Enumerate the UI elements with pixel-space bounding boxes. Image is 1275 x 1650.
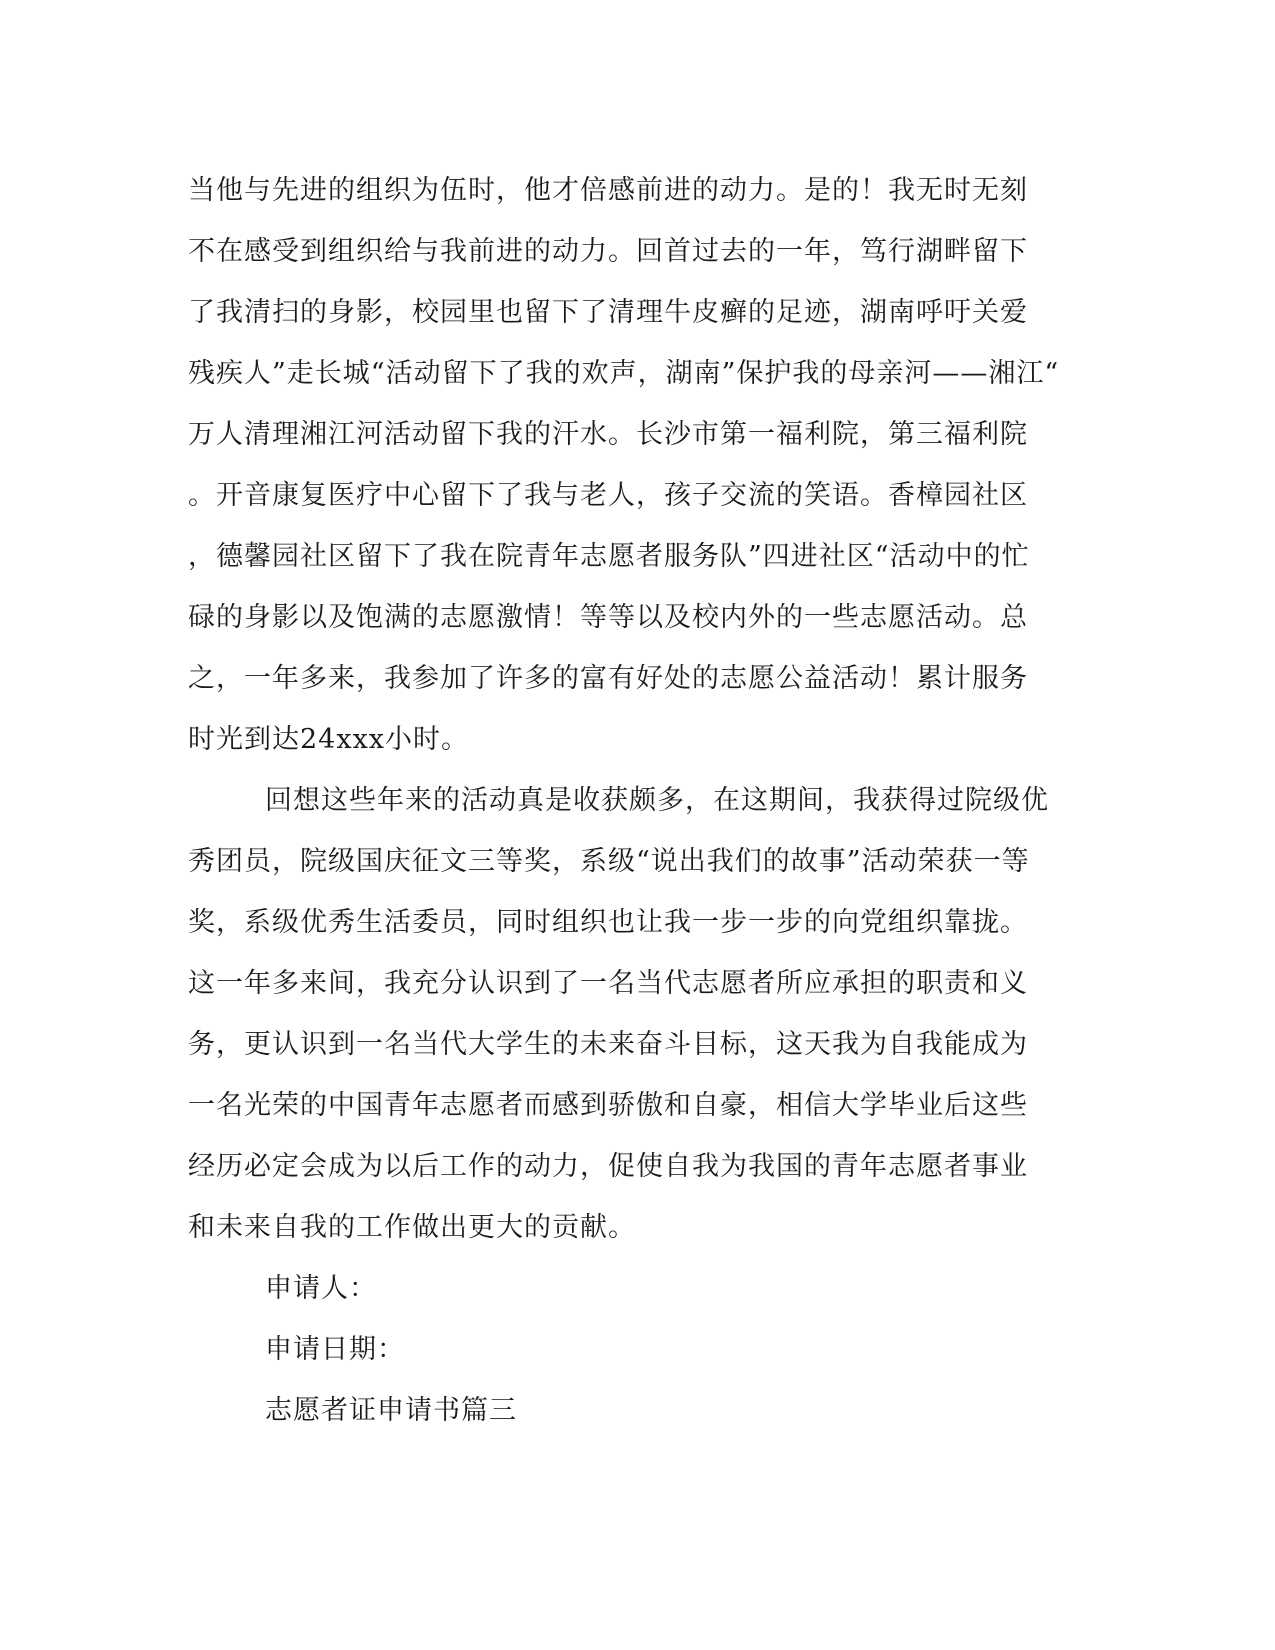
applicant-label: 申请人： xyxy=(265,1273,377,1304)
text-line: 回想这些年来的活动真是收获颇多，在这期间，我获得过院级优 xyxy=(265,785,1049,816)
text-line: 和未来自我的工作做出更大的贡献。 xyxy=(188,1212,636,1243)
text-line: 了我清扫的身影，校园里也留下了清理牛皮癣的足迹，湖南呼吁关爱 xyxy=(188,297,1028,328)
text-line: ，德馨园社区留下了我在院青年志愿者服务队”四进社区“活动中的忙 xyxy=(188,541,1030,572)
text-line: 务，更认识到一名当代大学生的未来奋斗目标，这天我为自我能成为 xyxy=(188,1029,1028,1060)
text-line: 碌的身影以及饱满的志愿激情！等等以及校内外的一些志愿活动。总 xyxy=(188,602,1028,633)
text-line: 秀团员，院级国庆征文三等奖，系级“说出我们的故事”活动荣获一等 xyxy=(188,846,1030,877)
application-date-label: 申请日期： xyxy=(265,1334,405,1365)
text-line: 时光到达24xxx小时。 xyxy=(188,724,470,755)
text-line: 残疾人”走长城“活动留下了我的欢声，湖南”保护我的母亲河——湘江“ xyxy=(188,358,1060,389)
document-body xyxy=(188,160,1088,1441)
section-heading: 志愿者证申请书篇三 xyxy=(265,1395,517,1426)
text-line: 万人清理湘江河活动留下我的汗水。长沙市第一福利院，第三福利院 xyxy=(188,419,1028,450)
paragraph-achievements xyxy=(188,770,1088,1258)
text-line: 之，一年多来，我参加了许多的富有好处的志愿公益活动！累计服务 xyxy=(188,663,1028,694)
text-line: 当他与先进的组织为伍时，他才倍感前进的动力。是的！我无时无刻 xyxy=(188,175,1028,206)
text-line: 一名光荣的中国青年志愿者而感到骄傲和自豪，相信大学毕业后这些 xyxy=(188,1090,1028,1121)
text-line: 不在感受到组织给与我前进的动力。回首过去的一年，笃行湖畔留下 xyxy=(188,236,1028,267)
text-line: 奖，系级优秀生活委员，同时组织也让我一步一步的向党组织靠拢。 xyxy=(188,907,1028,938)
text-line: 经历必定会成为以后工作的动力，促使自我为我国的青年志愿者事业 xyxy=(188,1151,1028,1182)
paragraph-volunteer-activities xyxy=(188,160,1088,770)
text-line: 这一年多来间，我充分认识到了一名当代志愿者所应承担的职责和义 xyxy=(188,968,1028,999)
text-line: 。开音康复医疗中心留下了我与老人，孩子交流的笑语。香樟园社区 xyxy=(188,480,1028,511)
